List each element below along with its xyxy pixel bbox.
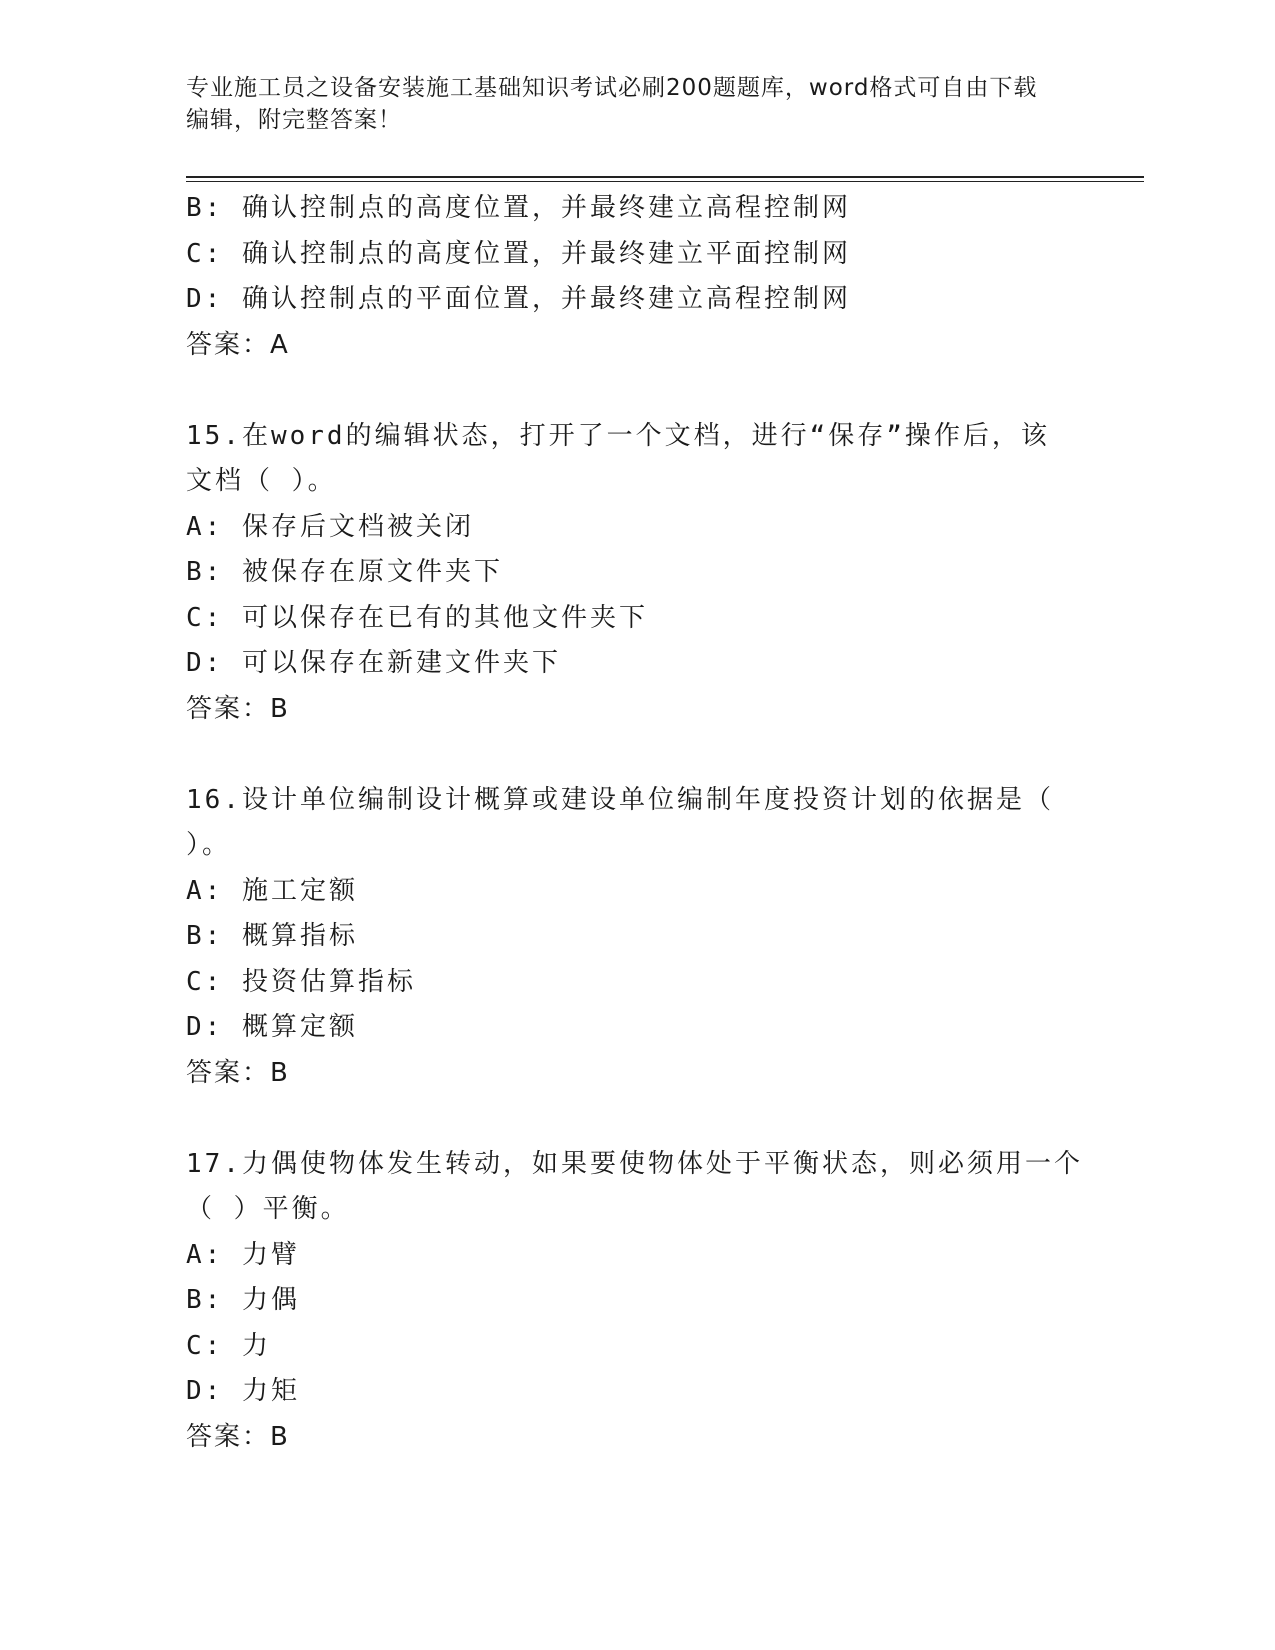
question-text-line-2: 文档（ ）。 (186, 466, 337, 496)
option-d: D: 可以保存在新建文件夹下 (186, 648, 561, 678)
option-b: B: 力偶 (186, 1285, 300, 1315)
question-text-line-1: 15.在word的编辑状态，打开了一个文档，进行“保存”操作后，该 (186, 420, 1050, 451)
question-block-15 (186, 414, 1086, 733)
spacer (186, 1096, 1086, 1142)
option-d: D: 概算定额 (186, 1012, 358, 1042)
question-text-line-1: 17.力偶使物体发生转动，如果要使物体处于平衡状态，则必须用一个 (186, 1148, 1083, 1179)
header-divider-thick (186, 176, 1144, 178)
option-d: D: 力矩 (186, 1376, 300, 1406)
header-divider-thin (186, 181, 1144, 182)
option-c: C: 可以保存在已有的其他文件夹下 (186, 602, 648, 633)
answer-line: 答案：B (186, 1421, 290, 1452)
option-b: B: 概算指标 (186, 921, 358, 951)
document-header (186, 72, 1086, 136)
question-text-line-2: （ ）平衡。 (186, 1194, 350, 1224)
question-text-line-1: 16.设计单位编制设计概算或建设单位编制年度投资计划的依据是（ (186, 784, 1054, 815)
option-b: B: 确认控制点的高度位置，并最终建立高程控制网 (186, 193, 851, 223)
question-text-line-2: ）。 (186, 830, 232, 860)
option-c: C: 投资估算指标 (186, 966, 416, 997)
question-block-17 (186, 1142, 1086, 1461)
header-title-line-1: 专业施工员之设备安装施工基础知识考试必刷200题题库，word格式可自由下载 (186, 75, 1038, 101)
answer-line: 答案：B (186, 693, 290, 724)
question-block-16 (186, 778, 1086, 1097)
option-a: A: 力臂 (186, 1239, 300, 1270)
option-a: A: 施工定额 (186, 875, 358, 906)
option-c: C: 力 (186, 1330, 271, 1361)
answer-line: 答案：B (186, 1057, 290, 1088)
spacer (186, 368, 1086, 414)
option-b: B: 被保存在原文件夹下 (186, 557, 503, 587)
option-c: C: 确认控制点的高度位置，并最终建立平面控制网 (186, 238, 851, 269)
option-d: D: 确认控制点的平面位置，并最终建立高程控制网 (186, 284, 851, 314)
header-title-line-2: 编辑，附完整答案！ (186, 107, 402, 133)
option-a: A: 保存后文档被关闭 (186, 511, 474, 542)
question-list (186, 186, 1086, 1460)
answer-line: 答案：A (186, 329, 290, 360)
spacer (186, 732, 1086, 778)
question-block-prev (186, 186, 1086, 368)
